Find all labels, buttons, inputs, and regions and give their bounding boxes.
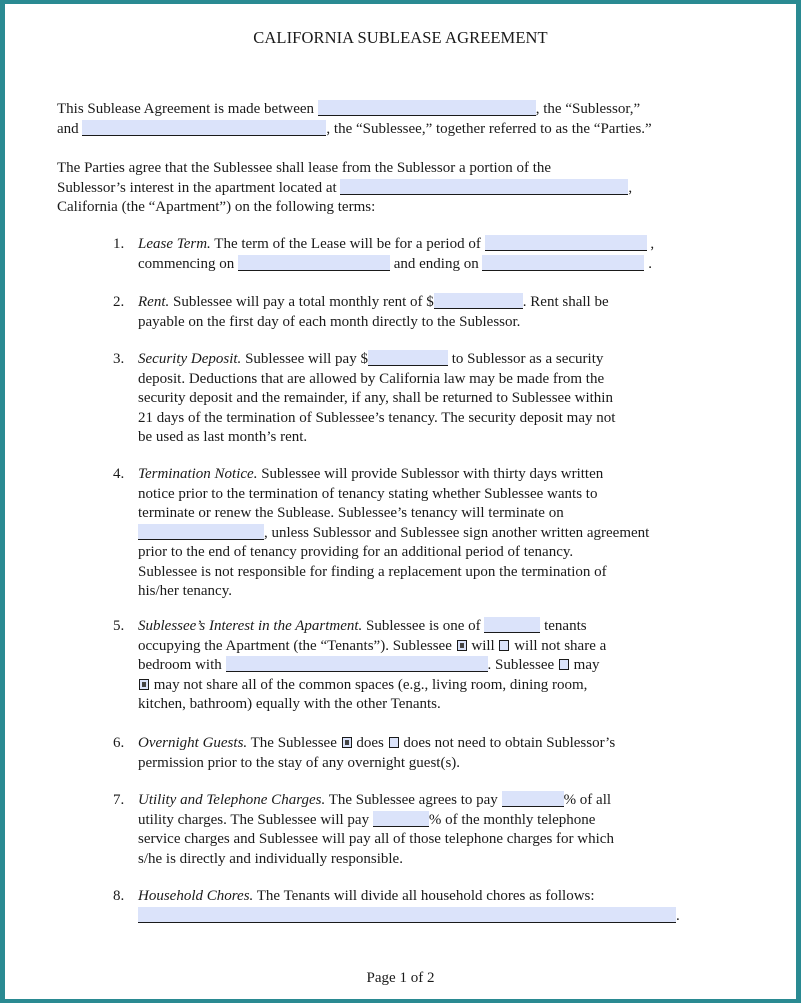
term-text: . Sublessee <box>487 657 555 673</box>
term-text: s/he is directly and individually responsible. <box>138 850 403 867</box>
start-date-field[interactable] <box>238 255 390 271</box>
term-text: prior to the end of tenancy providing for an additional period of tenancy. <box>138 544 574 560</box>
utility-percent-field[interactable] <box>502 791 564 807</box>
monthly-rent-field[interactable] <box>434 293 523 309</box>
paragraph-line: California (the “Apartment”) on the following terms: <box>57 199 376 215</box>
term-number: 6. <box>113 735 125 751</box>
bedroom-share-name-field[interactable] <box>226 656 488 672</box>
term-text: may <box>573 657 600 673</box>
security-deposit-field[interactable] <box>368 350 448 366</box>
term-text: , unless Sublessor and Sublessee sign another written agreement <box>264 524 650 541</box>
may-not-share-common-checkbox[interactable] <box>139 679 149 690</box>
term-text: kitchen, bathroom) equally with the other Tenants. <box>138 696 441 712</box>
term-text: service charges and Sublessee will pay all of those telephone charges for which <box>138 831 614 847</box>
term-text: bedroom with <box>138 657 222 673</box>
term-text: 21 days of the termination of Sublessee’s tenancy. The security deposit may not <box>138 409 616 426</box>
term-text: The Sublessee agrees to pay <box>328 792 498 808</box>
may-share-common-checkbox[interactable] <box>559 659 569 670</box>
term-text: be used as last month’s rent. <box>138 429 308 445</box>
term-security-deposit <box>138 350 615 448</box>
term-text: Sublessee is not responsible for finding a replacement upon the termination of <box>138 563 607 580</box>
term-text: . Rent shall be <box>522 294 609 310</box>
household-chores-field[interactable] <box>138 907 676 923</box>
term-text: utility charges. The Sublessee will pay <box>138 811 370 828</box>
term-heading: Rent. <box>138 294 170 310</box>
term-overnight-guests <box>138 734 615 773</box>
term-heading: Termination Notice. <box>138 466 258 482</box>
term-number: 4. <box>113 466 125 482</box>
page-number: Page 1 of 2 <box>366 970 435 986</box>
term-text: Sublessee is one of <box>366 618 481 634</box>
term-heading: Security Deposit. <box>138 351 242 367</box>
termination-date-field[interactable] <box>138 524 264 540</box>
sublessee-name-field[interactable] <box>82 120 326 136</box>
guest-permission-does-not-checkbox[interactable] <box>389 737 399 748</box>
term-heading: Household Chores. <box>138 888 254 904</box>
paragraph-line: The Parties agree that the Sublessee shall lease from the Sublessor a portion of the <box>57 160 552 176</box>
term-text: will not share a <box>514 637 607 654</box>
term-heading: Overnight Guests. <box>138 735 248 751</box>
term-text: does <box>356 735 384 751</box>
will-share-bedroom-checkbox[interactable] <box>457 640 467 651</box>
term-text: Sublessee will pay a total monthly rent of $ <box>173 294 434 310</box>
apartment-address-field[interactable] <box>340 179 628 195</box>
intro-text: , the “Sublessor,” <box>535 101 641 117</box>
term-text: The Tenants will divide all household chores as follows: <box>256 888 595 904</box>
term-text: occupying the Apartment (the “Tenants”). Sublessee <box>138 637 452 654</box>
term-household-chores <box>138 887 680 926</box>
term-text: payable on the first day of each month directly to the Sublessor. <box>138 313 521 330</box>
term-text: security deposit and the remainder, if any, shall be returned to Sublessee within <box>138 390 613 406</box>
punctuation: , <box>628 179 633 196</box>
tenant-count-field[interactable] <box>484 617 540 633</box>
term-number: 5. <box>113 618 125 634</box>
will-not-share-bedroom-checkbox[interactable] <box>499 640 509 651</box>
term-text: % of all <box>563 792 612 808</box>
term-number: 1. <box>113 236 125 252</box>
term-number: 7. <box>113 792 125 808</box>
term-text: may not share all of the common spaces (e.g., living room, dining room, <box>153 676 588 693</box>
term-text: deposit. Deductions that are allowed by California law may be made from the <box>138 370 605 387</box>
term-termination-notice <box>138 465 649 602</box>
end-date-field[interactable] <box>482 255 644 271</box>
intro-text: and <box>57 120 79 137</box>
term-utility-charges <box>138 791 614 869</box>
sublessor-name-field[interactable] <box>318 100 536 116</box>
intro-paragraph <box>57 100 652 139</box>
parties-paragraph <box>57 159 632 218</box>
lease-period-field[interactable] <box>485 235 647 251</box>
term-number: 3. <box>113 351 125 367</box>
term-text: The term of the Lease will be for a period of <box>214 236 481 252</box>
document-page <box>5 4 796 999</box>
term-heading: Lease Term. <box>138 236 211 252</box>
term-text: commencing on <box>138 255 235 272</box>
term-text: Sublessee will pay $ <box>245 351 368 367</box>
term-text: and ending on <box>393 255 479 272</box>
guest-permission-does-checkbox[interactable] <box>342 737 352 748</box>
term-text: his/her tenancy. <box>138 583 232 599</box>
term-lease-term <box>138 235 654 274</box>
term-text: tenants <box>544 618 587 634</box>
term-text: Sublessee will provide Sublessor with thirty days written <box>261 466 604 482</box>
term-text: notice prior to the termination of tenancy stating whether Sublessee wants to <box>138 485 598 502</box>
term-sublessee-interest <box>138 617 606 715</box>
term-text: terminate or renew the Sublease. Sublessee’s tenancy will terminate on <box>138 505 564 521</box>
term-heading: Sublessee’s Interest in the Apartment. <box>138 618 363 634</box>
punctuation: . <box>648 255 652 272</box>
term-text: permission prior to the stay of any overnight guest(s). <box>138 754 461 771</box>
paragraph-line: Sublessor’s interest in the apartment located at <box>57 179 337 196</box>
term-rent <box>138 293 609 332</box>
term-text: % of the monthly telephone <box>428 811 596 828</box>
term-number: 2. <box>113 294 125 310</box>
term-heading: Utility and Telephone Charges. <box>138 792 326 808</box>
term-text: does not need to obtain Sublessor’s <box>403 735 616 751</box>
telephone-percent-field[interactable] <box>373 811 429 827</box>
term-text: to Sublessor as a security <box>451 351 604 367</box>
intro-text: , the “Sublessee,” together referred to as the “Parties.” <box>326 120 652 137</box>
punctuation: . <box>676 907 680 924</box>
document-title: CALIFORNIA SUBLEASE AGREEMENT <box>253 28 548 47</box>
term-text: will <box>471 637 495 654</box>
punctuation: , <box>650 236 655 252</box>
intro-text: This Sublease Agreement is made between <box>57 101 315 117</box>
term-text: The Sublessee <box>250 735 337 751</box>
term-number: 8. <box>113 888 125 904</box>
